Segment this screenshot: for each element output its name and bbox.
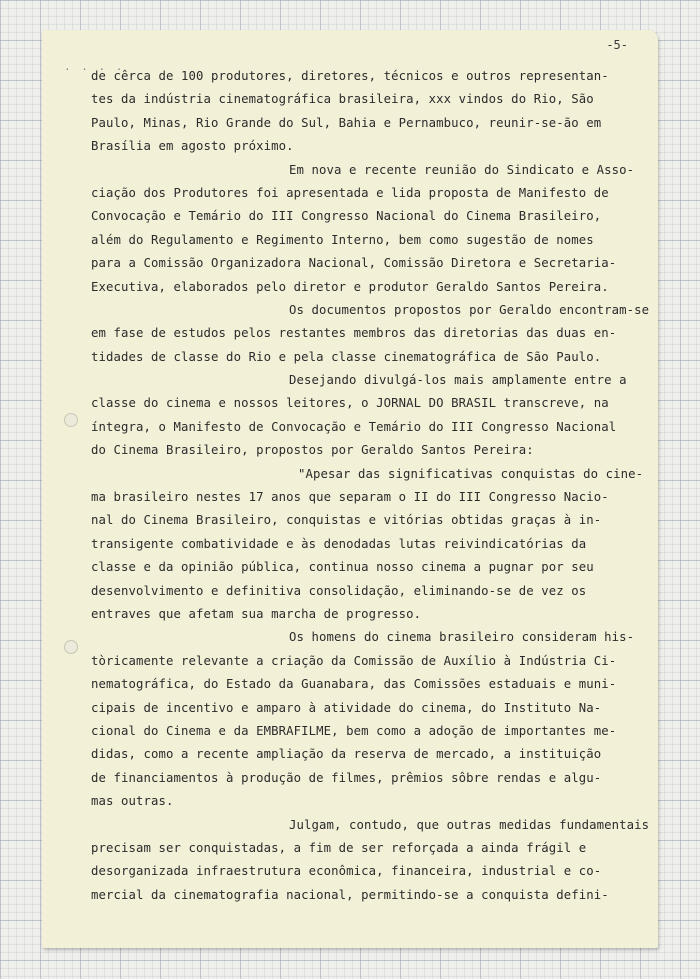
text-line: tidades de classe do Rio e pela classe cinematográfica de São Paulo.	[91, 349, 602, 364]
text-line: mas outras.	[91, 794, 174, 809]
text-line: Desejando divulgá-los mais amplamente entre a	[289, 373, 627, 388]
text-line: nal do Cinema Brasileiro, conquistas e vitórias obtidas graças à in-	[91, 513, 602, 528]
text-line: didas, como a recente ampliação da reserva de mercado, a instituição	[91, 747, 602, 762]
text-line: de financiamentos à produção de filmes, prêmios sôbre rendas e algu-	[91, 770, 602, 785]
text-line: transigente combatividade e às denodadas lutas reivindicatórias da	[91, 536, 587, 551]
text-line: Em nova e recente reunião do Sindicato e Asso-	[289, 162, 635, 177]
punch-hole-bottom	[64, 640, 78, 654]
text-line: Julgam, contudo, que outras medidas fundamentais	[289, 817, 650, 832]
text-line: Paulo, Minas, Rio Grande do Sul, Bahia e Pernambuco, reunir-se-ão em	[91, 115, 602, 130]
text-line: cipais de incentivo e amparo à atividade do cinema, do Instituto Na-	[91, 700, 602, 715]
text-line: de cêrca de 100 produtores, diretores, técnicos e outros representan-	[91, 69, 609, 83]
text-line: classe do cinema e nossos leitores, o JORNAL DO BRASIL transcreve, na	[91, 396, 609, 411]
text-line: Os documentos propostos por Geraldo encontram-se	[289, 302, 650, 317]
text-line: íntegra, o Manifesto de Convocação e Temário do III Congresso Nacional	[91, 419, 617, 434]
text-line: nematográfica, do Estado da Guanabara, das Comissões estaduais e muni-	[91, 677, 617, 692]
text-line: mercial da cinematografia nacional, permitindo-se a conquista defini-	[91, 887, 609, 902]
text-line: para a Comissão Organizadora Nacional, Comissão Diretora e Secretaria-	[91, 256, 617, 271]
text-line: Brasília em agosto próximo.	[91, 139, 294, 154]
text-line: ciação dos Produtores foi apresentada e lida proposta de Manifesto de	[91, 185, 609, 200]
text-line: desorganizada infraestrutura econômica, financeira, industrial e co-	[91, 864, 602, 879]
text-line: Executiva, elaborados pelo diretor e produtor Geraldo Santos Pereira.	[91, 279, 609, 294]
text-line: do Cinema Brasileiro, propostos por Geraldo Santos Pereira:	[91, 443, 534, 458]
text-line: cional do Cinema e da EMBRAFILME, bem como a adoção de importantes me-	[91, 723, 617, 738]
text-line: tòricamente relevante a criação da Comissão de Auxílio à Indústria Ci-	[91, 653, 617, 668]
corner-marks: . . . .	[64, 60, 125, 73]
document-body	[91, 65, 651, 907]
text-line: ma brasileiro nestes 17 anos que separam o II do III Congresso Nacio-	[91, 490, 609, 505]
text-line: Convocação e Temário do III Congresso Nacional do Cinema Brasileiro,	[91, 209, 602, 224]
text-line: além do Regulamento e Regimento Interno, bem como sugestão de nomes	[91, 232, 594, 247]
text-line: em fase de estudos pelos restantes membros das diretorias das duas en-	[91, 326, 617, 341]
text-line: Os homens do cinema brasileiro consideram his-	[289, 630, 635, 645]
text-line: "Apesar das significativas conquistas do cine-	[298, 466, 644, 481]
text-line: precisam ser conquistadas, a fim de ser reforçada a ainda frágil e	[91, 840, 587, 855]
page-number: -5-	[606, 38, 628, 52]
punch-hole-top	[64, 413, 78, 427]
text-line: desenvolvimento e definitiva consolidação, eliminando-se de vez os	[91, 583, 587, 598]
text-line: tes da indústria cinematográfica brasileira, xxx vindos do Rio, São	[91, 92, 594, 107]
text-line: classe e da opinião pública, continua nosso cinema a pugnar por seu	[91, 560, 594, 575]
text-line: entraves que afetam sua marcha de progresso.	[91, 606, 422, 621]
